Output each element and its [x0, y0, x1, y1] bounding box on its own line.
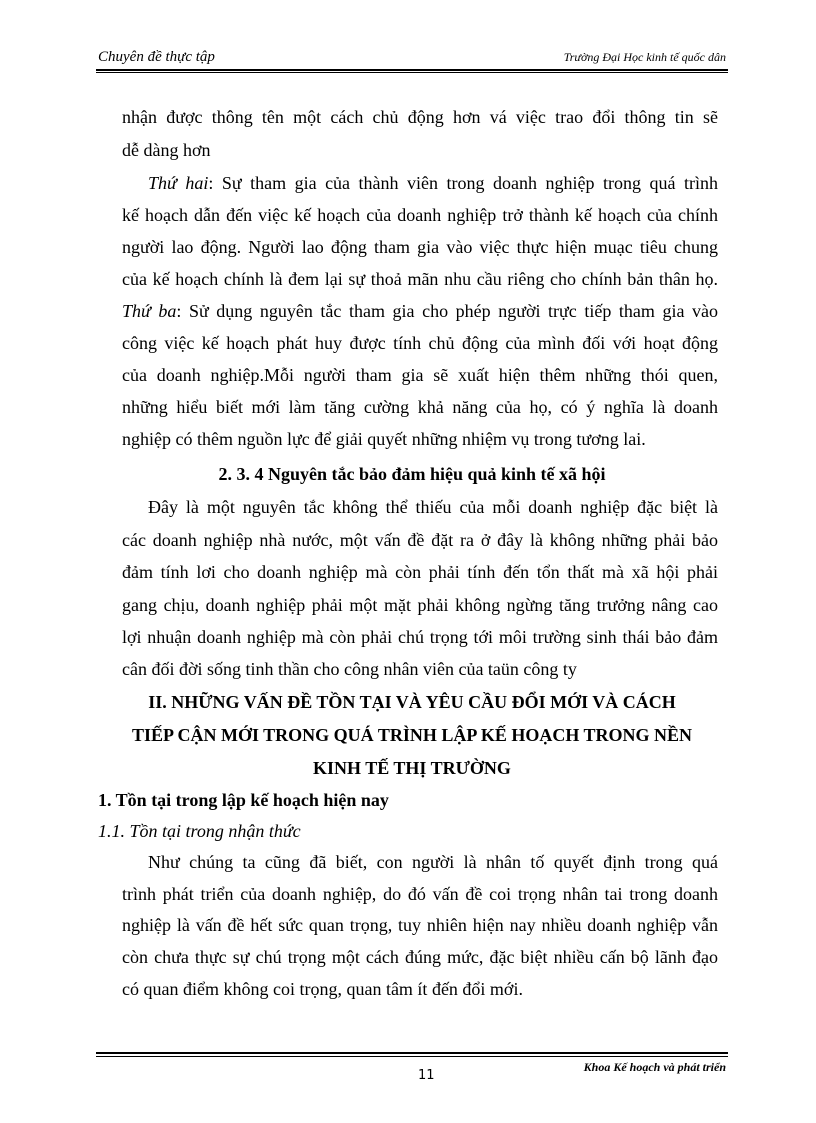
text-line [148, 171, 718, 195]
text-line: nhận được thông tên một cách chủ động hơn vá việc trao đổi thông tin sẽ [122, 107, 718, 127]
section-title-line: KINH TẾ THỊ TRƯỜNG [313, 758, 511, 778]
heading-1: 1. Tồn tại trong lập kế hoạch hiện nay [98, 790, 389, 810]
header-right: Trường Đại Học kinh tế quốc dân [563, 50, 726, 64]
text-line: dễ dàng hơn [122, 140, 211, 160]
text-line: của doanh nghiệp.Mỗi người tham gia sẽ xuất hiện thêm những thói quen, [122, 365, 718, 385]
page-number: 11 [418, 1068, 435, 1083]
text-line: Như chúng ta cũng đã biết, con người là nhân tố quyết định trong quá [148, 852, 718, 872]
text-line [122, 299, 718, 323]
lead-rest: : Sự tham gia của thành viên trong doanh nghiệp trong quá trình [208, 173, 718, 193]
text-line: người lao động. Người lao động tham gia vào việc thực hiện muạc tiêu chung [122, 237, 718, 257]
text-line: còn chưa thực sự chú trọng một cách đúng mức, đặc biệt nhiều cấn bộ lãnh đạo [122, 947, 718, 967]
page-header [96, 48, 728, 68]
text-line: Đây là một nguyên tắc không thể thiếu của mỗi doanh nghiệp đặc biệt là [148, 497, 718, 517]
text-line: những hiểu biết mới làm tăng cường khả năng của họ, có ý nghĩa là doanh [122, 397, 718, 417]
text-line: công việc kế hoạch phát huy được tính chủ động của mình đối với hoạt động [122, 333, 718, 353]
text-line: trình phát triển của doanh nghiệp, do đó vấn đề coi trọng nhân tai trong doanh [122, 884, 718, 904]
section-title-line: II. NHỮNG VẤN ĐỀ TỒN TẠI VÀ YÊU CẦU ĐỔI MỚI VÀ CÁCH [148, 692, 676, 712]
text-line: có quan điểm không coi trọng, quan tâm ít đến đổi mới. [122, 979, 523, 999]
text-line: cân đối đời sống tinh thần cho công nhân viên của taün công ty [122, 659, 577, 679]
heading-1-1: 1.1. Tồn tại trong nhận thức [98, 821, 301, 841]
lead-phrase: Thứ ba [122, 301, 177, 321]
text-line: lợi nhuận doanh nghiệp mà còn phải chú trọng tới môi trường sinh thái bảo đảm [122, 627, 718, 647]
header-left: Chuyên đề thực tập [98, 49, 215, 65]
header-rule [96, 69, 728, 71]
footer-right: Khoa Kế hoạch và phát triển [583, 1060, 726, 1074]
text-line: nghiệp có thêm nguồn lực để giải quyết những nhiệm vụ trong tương lai. [122, 429, 646, 449]
text-line: nghiệp là vấn đề hết sức quan trọng, tuy nhiên hiện nay nhiều doanh nghiệp vẫn [122, 915, 718, 935]
lead-phrase: Thứ hai [148, 173, 209, 193]
section-title-line: TIẾP CẬN MỚI TRONG QUÁ TRÌNH LẬP KẾ HOẠCH TRONG NỀN [131, 725, 693, 745]
text-line: gang chịu, doanh nghiệp phải một mặt phải không ngừng tăng trưởng nâng cao [122, 595, 718, 615]
text-line: các doanh nghiệp nhà nước, một vấn đề đặt ra ở đây là không những phải bảo [122, 530, 718, 550]
footer-rule [96, 1052, 728, 1054]
text-line: đảm tính lơi cho doanh nghiệp mà còn phải tính đến tổn thất mà xã hội phải [122, 562, 718, 582]
text-line: kế hoạch dẫn đến việc kế hoạch của doanh nghiệp trở thành kế hoạch của chính [122, 205, 718, 225]
header-rule-thin [96, 72, 728, 73]
subsection-heading: 2. 3. 4 Nguyên tắc bảo đảm hiệu quả kinh tế xã hội [218, 464, 606, 484]
lead-rest: : Sử dụng nguyên tắc tham gia cho phép người trực tiếp tham gia vào [176, 301, 718, 321]
footer-rule-thin [96, 1056, 728, 1057]
text-line: của kế hoạch chính là đem lại sự thoả mãn nhu cầu riêng cho chính bản thân họ. [122, 269, 718, 289]
